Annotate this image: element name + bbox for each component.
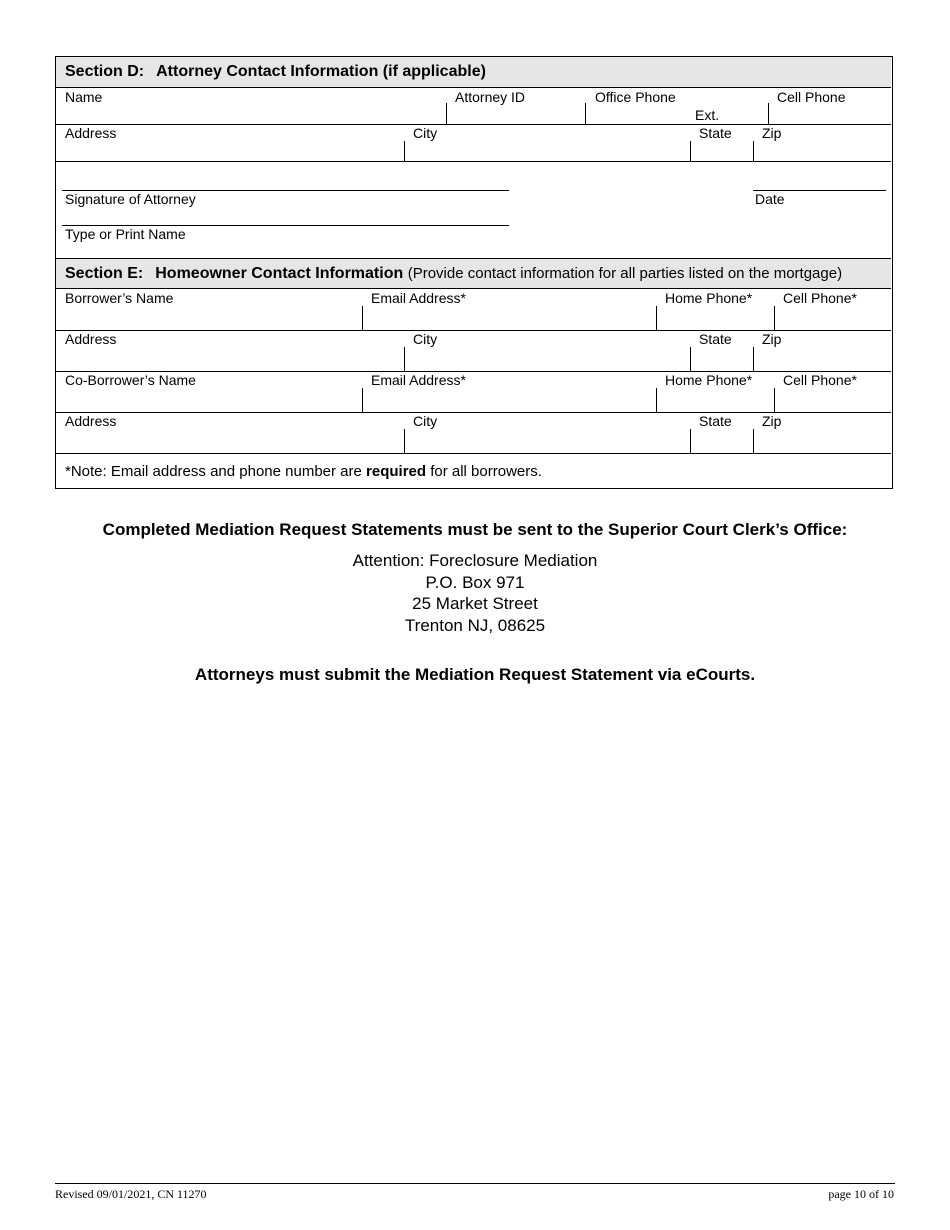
borrower-cell-phone-field[interactable] xyxy=(775,289,891,330)
footer-divider xyxy=(55,1183,895,1184)
attorney-ecourts-note: Attorneys must submit the Mediation Request Statement via eCourts. xyxy=(194,665,756,684)
page-number: page 10 of 10 xyxy=(828,1187,894,1201)
co-borrower-state-field[interactable] xyxy=(691,413,753,453)
attorney-id-label: Attorney ID xyxy=(455,89,526,105)
attorney-city-label: City xyxy=(413,125,438,141)
borrower-home-phone-label: Home Phone* xyxy=(665,290,753,306)
attorney-zip-label: Zip xyxy=(762,125,782,141)
borrower-name-field[interactable] xyxy=(56,289,362,330)
address-line: 25 Market Street xyxy=(412,594,538,613)
co-borrower-city-field[interactable] xyxy=(405,413,690,453)
revision-info: Revised 09/01/2021, CN 11270 xyxy=(55,1187,207,1201)
ext-label: Ext. xyxy=(695,107,720,123)
required-note: *Note: Email address and phone number are required for all borrowers. xyxy=(65,463,542,480)
co-borrower-zip-label: Zip xyxy=(762,413,782,429)
co-borrower-email-label: Email Address* xyxy=(371,372,466,388)
submission-heading: Completed Mediation Request Statements must be sent to the Superior Court Clerk’s Office: xyxy=(102,520,848,539)
attorney-cell-field[interactable] xyxy=(769,88,891,124)
borrower-city-field[interactable] xyxy=(405,331,690,371)
co-borrower-name-field[interactable] xyxy=(56,372,362,412)
borrower-zip-label: Zip xyxy=(762,331,782,347)
borrower-city-label: City xyxy=(413,331,438,347)
co-borrower-cell-phone-field[interactable] xyxy=(775,372,891,412)
borrower-address-label: Address xyxy=(65,331,117,347)
address-line: Attention: Foreclosure Mediation xyxy=(352,551,598,570)
borrower-email-field[interactable] xyxy=(363,289,656,330)
attorney-address-label: Address xyxy=(65,125,117,141)
attorney-address-field[interactable] xyxy=(56,125,404,161)
borrower-name-label: Borrower’s Name xyxy=(65,290,174,306)
attorney-name-field[interactable] xyxy=(56,88,446,124)
office-phone-label: Office Phone xyxy=(595,89,676,105)
co-borrower-state-label: State xyxy=(699,413,732,429)
print-name-label: Type or Print Name xyxy=(65,226,186,242)
borrower-zip-field[interactable] xyxy=(754,331,891,371)
attorney-state-label: State xyxy=(699,125,732,141)
co-borrower-address-label: Address xyxy=(65,413,117,429)
contact-form xyxy=(55,56,893,489)
office-phone-field[interactable] xyxy=(586,88,768,124)
co-borrower-cell-phone-label: Cell Phone* xyxy=(783,372,857,388)
attorney-state-field[interactable] xyxy=(691,125,753,161)
co-borrower-home-phone-label: Home Phone* xyxy=(665,372,753,388)
section-d-header: Section D: Attorney Contact Information (if applicable) xyxy=(56,57,891,88)
address-line: P.O. Box 971 xyxy=(425,572,525,592)
co-borrower-address-field[interactable] xyxy=(56,413,404,453)
borrower-address-field[interactable] xyxy=(56,331,404,371)
co-borrower-name-label: Co-Borrower’s Name xyxy=(65,372,196,388)
co-borrower-email-field[interactable] xyxy=(363,372,656,412)
signature-label: Signature of Attorney xyxy=(65,191,196,207)
co-borrower-city-label: City xyxy=(413,413,438,429)
attorney-city-field[interactable] xyxy=(405,125,690,161)
date-label: Date xyxy=(755,191,785,207)
attorney-cell-label: Cell Phone xyxy=(777,89,846,105)
borrower-email-label: Email Address* xyxy=(371,290,466,306)
attorney-name-label: Name xyxy=(65,89,103,105)
borrower-state-label: State xyxy=(699,331,732,347)
co-borrower-home-phone-field[interactable] xyxy=(657,372,774,412)
borrower-state-field[interactable] xyxy=(691,331,753,371)
co-borrower-zip-field[interactable] xyxy=(754,413,891,453)
mailing-address xyxy=(0,550,950,636)
address-line: Trenton NJ, 08625 xyxy=(404,615,546,635)
borrower-home-phone-field[interactable] xyxy=(657,289,774,330)
attorney-zip-field[interactable] xyxy=(754,125,891,161)
section-e-header: Section E: Homeowner Contact Information (Provide contact information for all parties listed on the mortgage) xyxy=(56,258,891,289)
borrower-cell-phone-label: Cell Phone* xyxy=(783,290,857,306)
attorney-id-field[interactable] xyxy=(447,88,585,124)
